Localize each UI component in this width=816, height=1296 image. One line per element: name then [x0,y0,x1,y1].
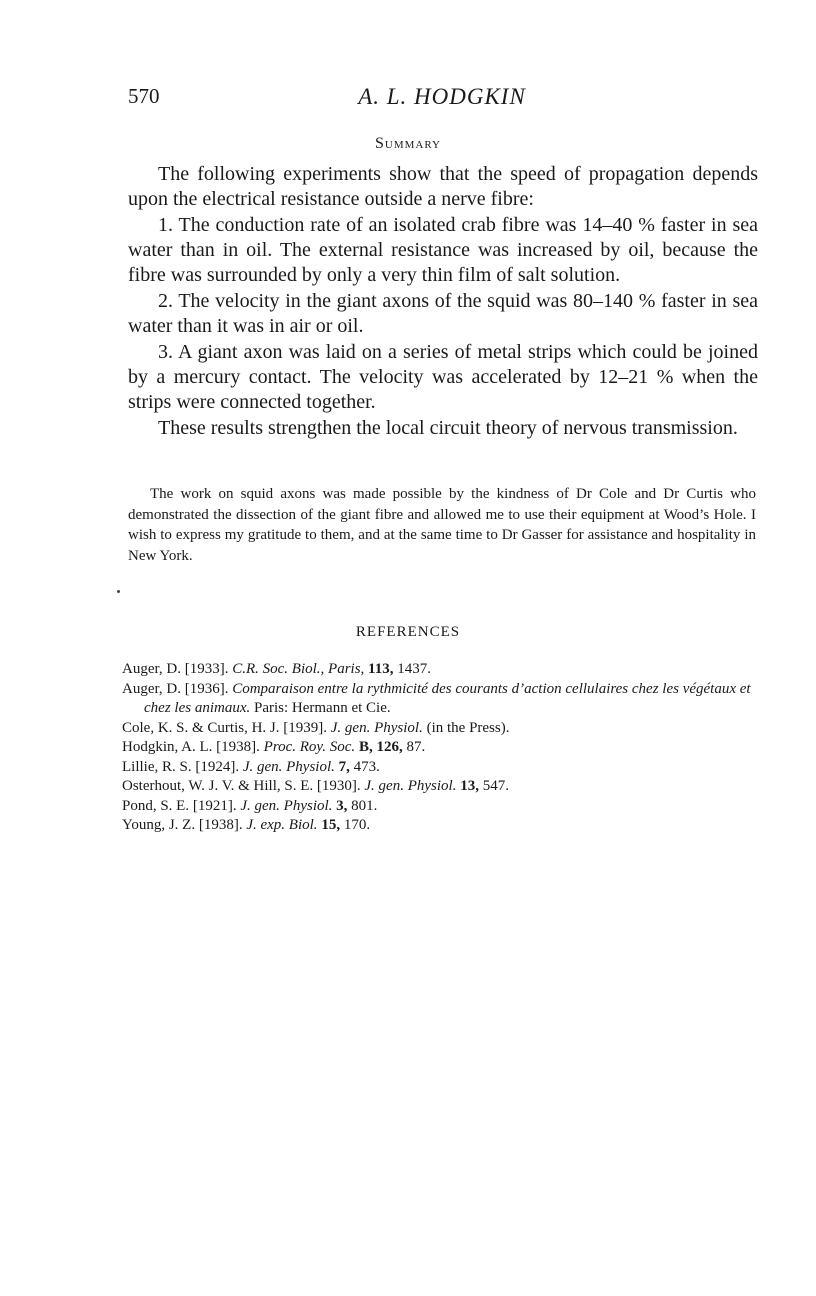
summary-point-1: 1. The conduction rate of an isolated crab fibre was 14–40 % faster in sea water than in oil. The external resistance was increased by oil, because the fibre was surrounded by only a very thin film of salt solution. [128,214,758,286]
reference-item: Hodgkin, A. L. [1938]. Proc. Roy. Soc. B, 126, 87. [122,739,426,755]
acknowledgement-text: The work on squid axons was made possible by the kindness of Dr Cole and Dr Curtis who demonstrated the dissection of the giant fibre and allowed me to use their equipment at Wood’s Hole. I wish to express my gratitude to them, and at the same time to Dr Gasser for assistance and hospitality in New York. [128,486,756,564]
reference-item: Osterhout, W. J. V. & Hill, S. E. [1930]. J. gen. Physiol. 13, 547. [122,778,509,794]
reference-list [122,660,762,836]
reference-item: Pond, S. E. [1921]. J. gen. Physiol. 3, 801. [122,797,378,814]
reference-item: Cole, K. S. & Curtis, H. J. [1939]. J. gen. Physiol. (in the Press). [122,719,510,736]
page-header [128,84,756,114]
stray-mark [117,590,120,593]
acknowledgement [128,484,756,566]
running-head: A. L. HODGKIN [358,84,526,109]
summary-heading: Summary [374,135,442,152]
reference-item: Lillie, R. S. [1924]. J. gen. Physiol. 7, 473. [122,758,380,775]
summary-body [128,162,758,442]
summary-point-3: 3. A giant axon was laid on a series of metal strips which could be joined by a mercury contact. The velocity was accelerated by 12–21 % when the strips were connected together. [128,341,758,413]
page-number: 570 [128,84,160,108]
summary-point-2: 2. The velocity in the giant axons of the squid was 80–140 % faster in sea water than it was in air or oil. [128,290,758,337]
reference-item: Auger, D. [1936]. Comparaison entre la rythmicité des courants d’action cellulaires chez les végétaux et chez les animaux. Paris: Hermann et Cie. [122,680,751,716]
references-heading: REFERENCES [355,624,461,640]
summary-intro: The following experiments show that the speed of propagation depends upon the electrical resistance outside a nerve fibre: [128,163,758,210]
summary-conclusion: These results strengthen the local circuit theory of nervous transmission. [158,417,738,439]
reference-item: Auger, D. [1933]. C.R. Soc. Biol., Paris, 113, 1437. [122,661,431,677]
reference-item: Young, J. Z. [1938]. J. exp. Biol. 15, 170. [122,817,371,833]
